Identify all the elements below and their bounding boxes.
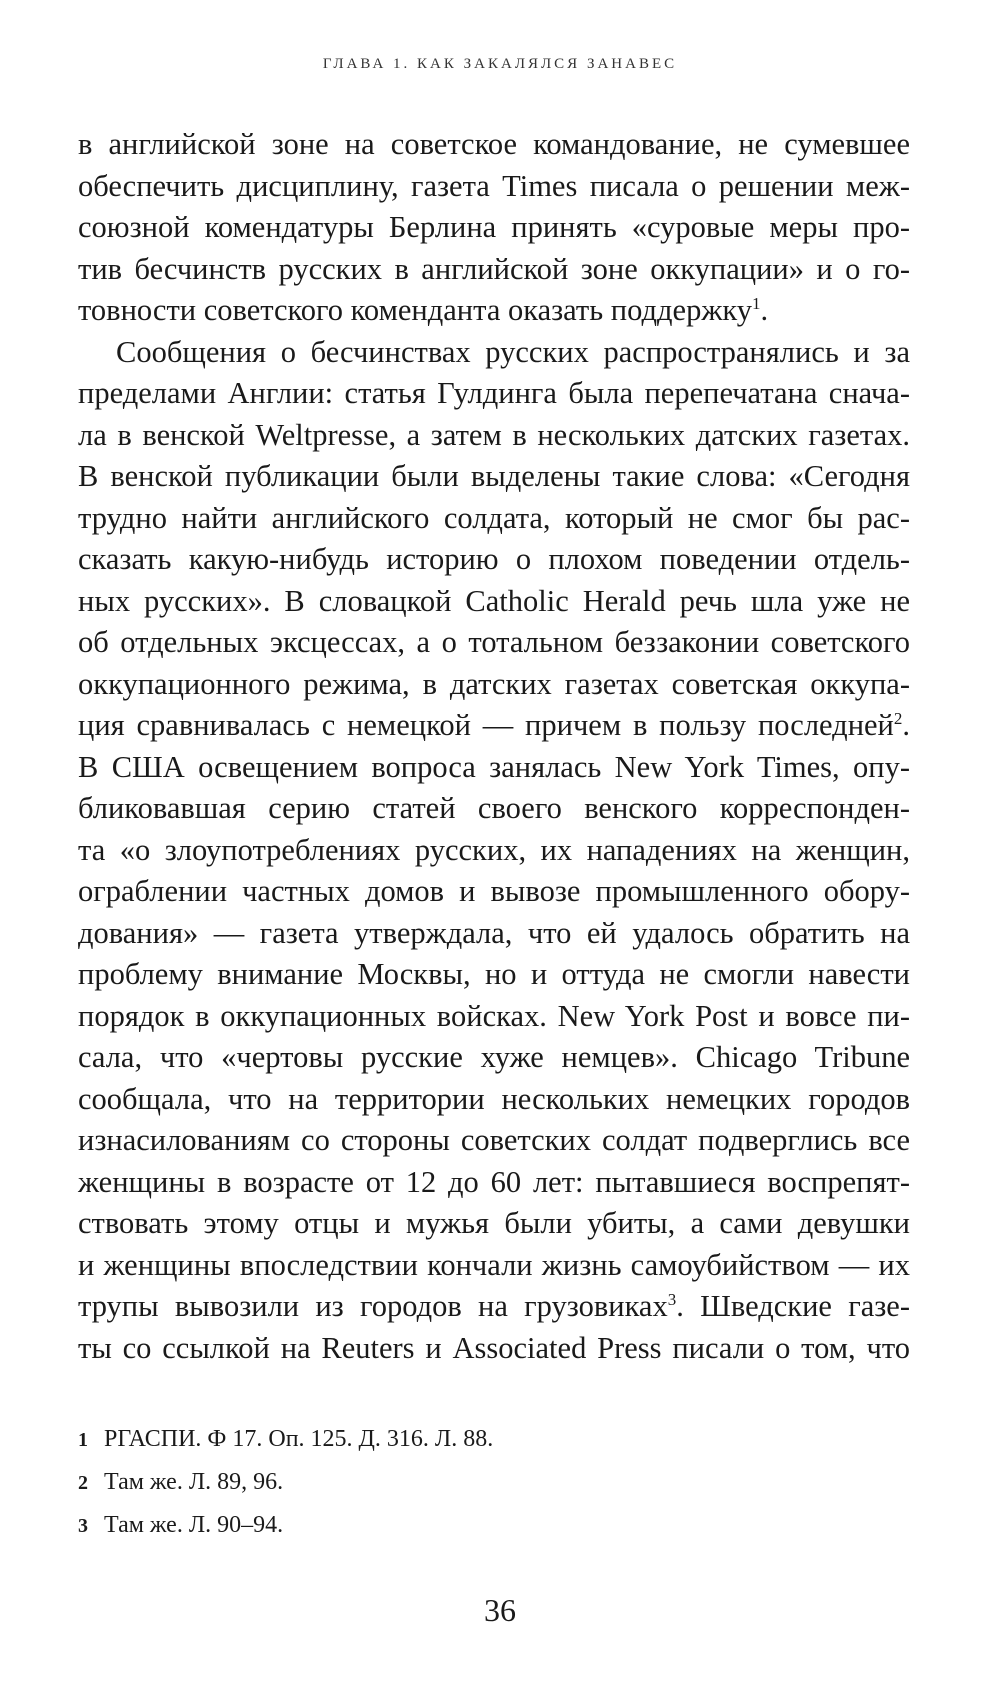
footnote-ref[interactable]: 3	[667, 1289, 677, 1309]
footnote-text: Там же. Л. 89, 96.	[104, 1469, 284, 1495]
text-line	[78, 290, 910, 332]
text-line: дования» — газета утверждала, что ей удалось обратить на	[78, 915, 910, 950]
footnote-text: Там же. Л. 90–94.	[104, 1512, 284, 1538]
text-line: сала, что «чертовы русские хуже немцев». Chicago Tribune	[78, 1040, 910, 1074]
text-line: обеспечить дисциплину, газета Times писала о решении меж-	[78, 168, 910, 203]
footnote-number: 1	[78, 1429, 88, 1451]
line-text: ция сравнивалась с немецкой — причем в пользу последней	[78, 708, 894, 742]
footnote-number: 2	[78, 1472, 88, 1494]
line-tail: .	[760, 293, 769, 327]
text-line: изнасилованиям со стороны советских солдат подверглись все	[78, 1123, 910, 1157]
text-line: В США освещением вопроса занялась New York Times, опу-	[78, 749, 910, 784]
text-line	[78, 1286, 910, 1328]
text-line: об отдельных эксцессах, а о тотальном беззаконии советского	[78, 625, 910, 659]
text-line: и женщины впоследствии кончали жизнь самоубийством — их	[78, 1247, 910, 1282]
text-line	[78, 705, 910, 747]
text-line: в английской зоне на советское командование, не сумевшее	[78, 127, 910, 161]
text-line: В венской публикации были выделены такие слова: «Сегодня	[78, 459, 910, 493]
text-line: сообщала, что на территории нескольких немецких городов	[78, 1081, 910, 1116]
text-line: порядок в оккупационных войсках. New York Post и вовсе пи-	[78, 998, 910, 1033]
text-line: тив бесчинств русских в английской зоне оккупации» и о го-	[78, 251, 910, 286]
text-line: союзной комендатуры Берлина принять «суровые меры про-	[78, 210, 910, 244]
footnote-item	[78, 1418, 910, 1461]
text-line: бликовавшая серию статей своего венского корреспонден-	[78, 791, 910, 825]
footnote-item	[78, 1504, 910, 1547]
main-text	[78, 124, 910, 1369]
page-number: 36	[484, 1592, 516, 1628]
footnote-ref[interactable]: 1	[752, 293, 761, 313]
text-line: ограблении частных домов и вывозе промышленного обору-	[78, 874, 910, 908]
text-line: та «о злоупотреблениях русских, их нападениях на женщин,	[78, 832, 910, 867]
text-line: ствовать этому отцы и мужья были убиты, а сами девушки	[78, 1206, 910, 1240]
text-line: оккупационного режима, в датских газетах советская оккупа-	[78, 666, 910, 701]
text-line: проблему внимание Москвы, но и оттуда не смогли навести	[78, 957, 910, 991]
text-line: женщины в возрасте от 12 до 60 лет: пытавшиеся воспрепят-	[78, 1164, 910, 1199]
line-text: товности советского коменданта оказать поддержку	[78, 293, 753, 327]
footnote-ref[interactable]: 2	[893, 708, 903, 728]
text-line: ных русских». В словацкой Catholic Herald речь шла уже не	[78, 583, 910, 618]
running-head: ГЛАВА 1. КАК ЗАКАЛЯЛСЯ ЗАНАВЕС	[322, 56, 678, 72]
text-line: ты со ссылкой на Reuters и Associated Press писали о том, что	[78, 1330, 910, 1365]
footnote-number: 3	[78, 1515, 88, 1537]
text-line: пределами Англии: статья Гулдинга была перепечатана снача-	[78, 376, 910, 410]
footnote-item	[78, 1461, 910, 1504]
line-tail: . Шведские газе-	[676, 1289, 910, 1323]
line-tail: .	[902, 708, 910, 742]
line-text: трупы вывозили из городов на грузовиках	[78, 1289, 668, 1323]
text-line: трудно найти английского солдата, который не смог бы рас-	[78, 500, 910, 535]
footnotes	[78, 1418, 910, 1547]
footnote-text: РГАСПИ. Ф 17. Оп. 125. Д. 316. Л. 88.	[104, 1426, 494, 1452]
text-line: ла в венской Weltpresse, а затем в нескольких датских газетах.	[78, 417, 910, 452]
text-line: сказать какую-нибудь историю о плохом поведении отдель-	[78, 542, 910, 576]
paragraph-first-line: Сообщения о бесчинствах русских распространялись и за	[116, 334, 910, 369]
